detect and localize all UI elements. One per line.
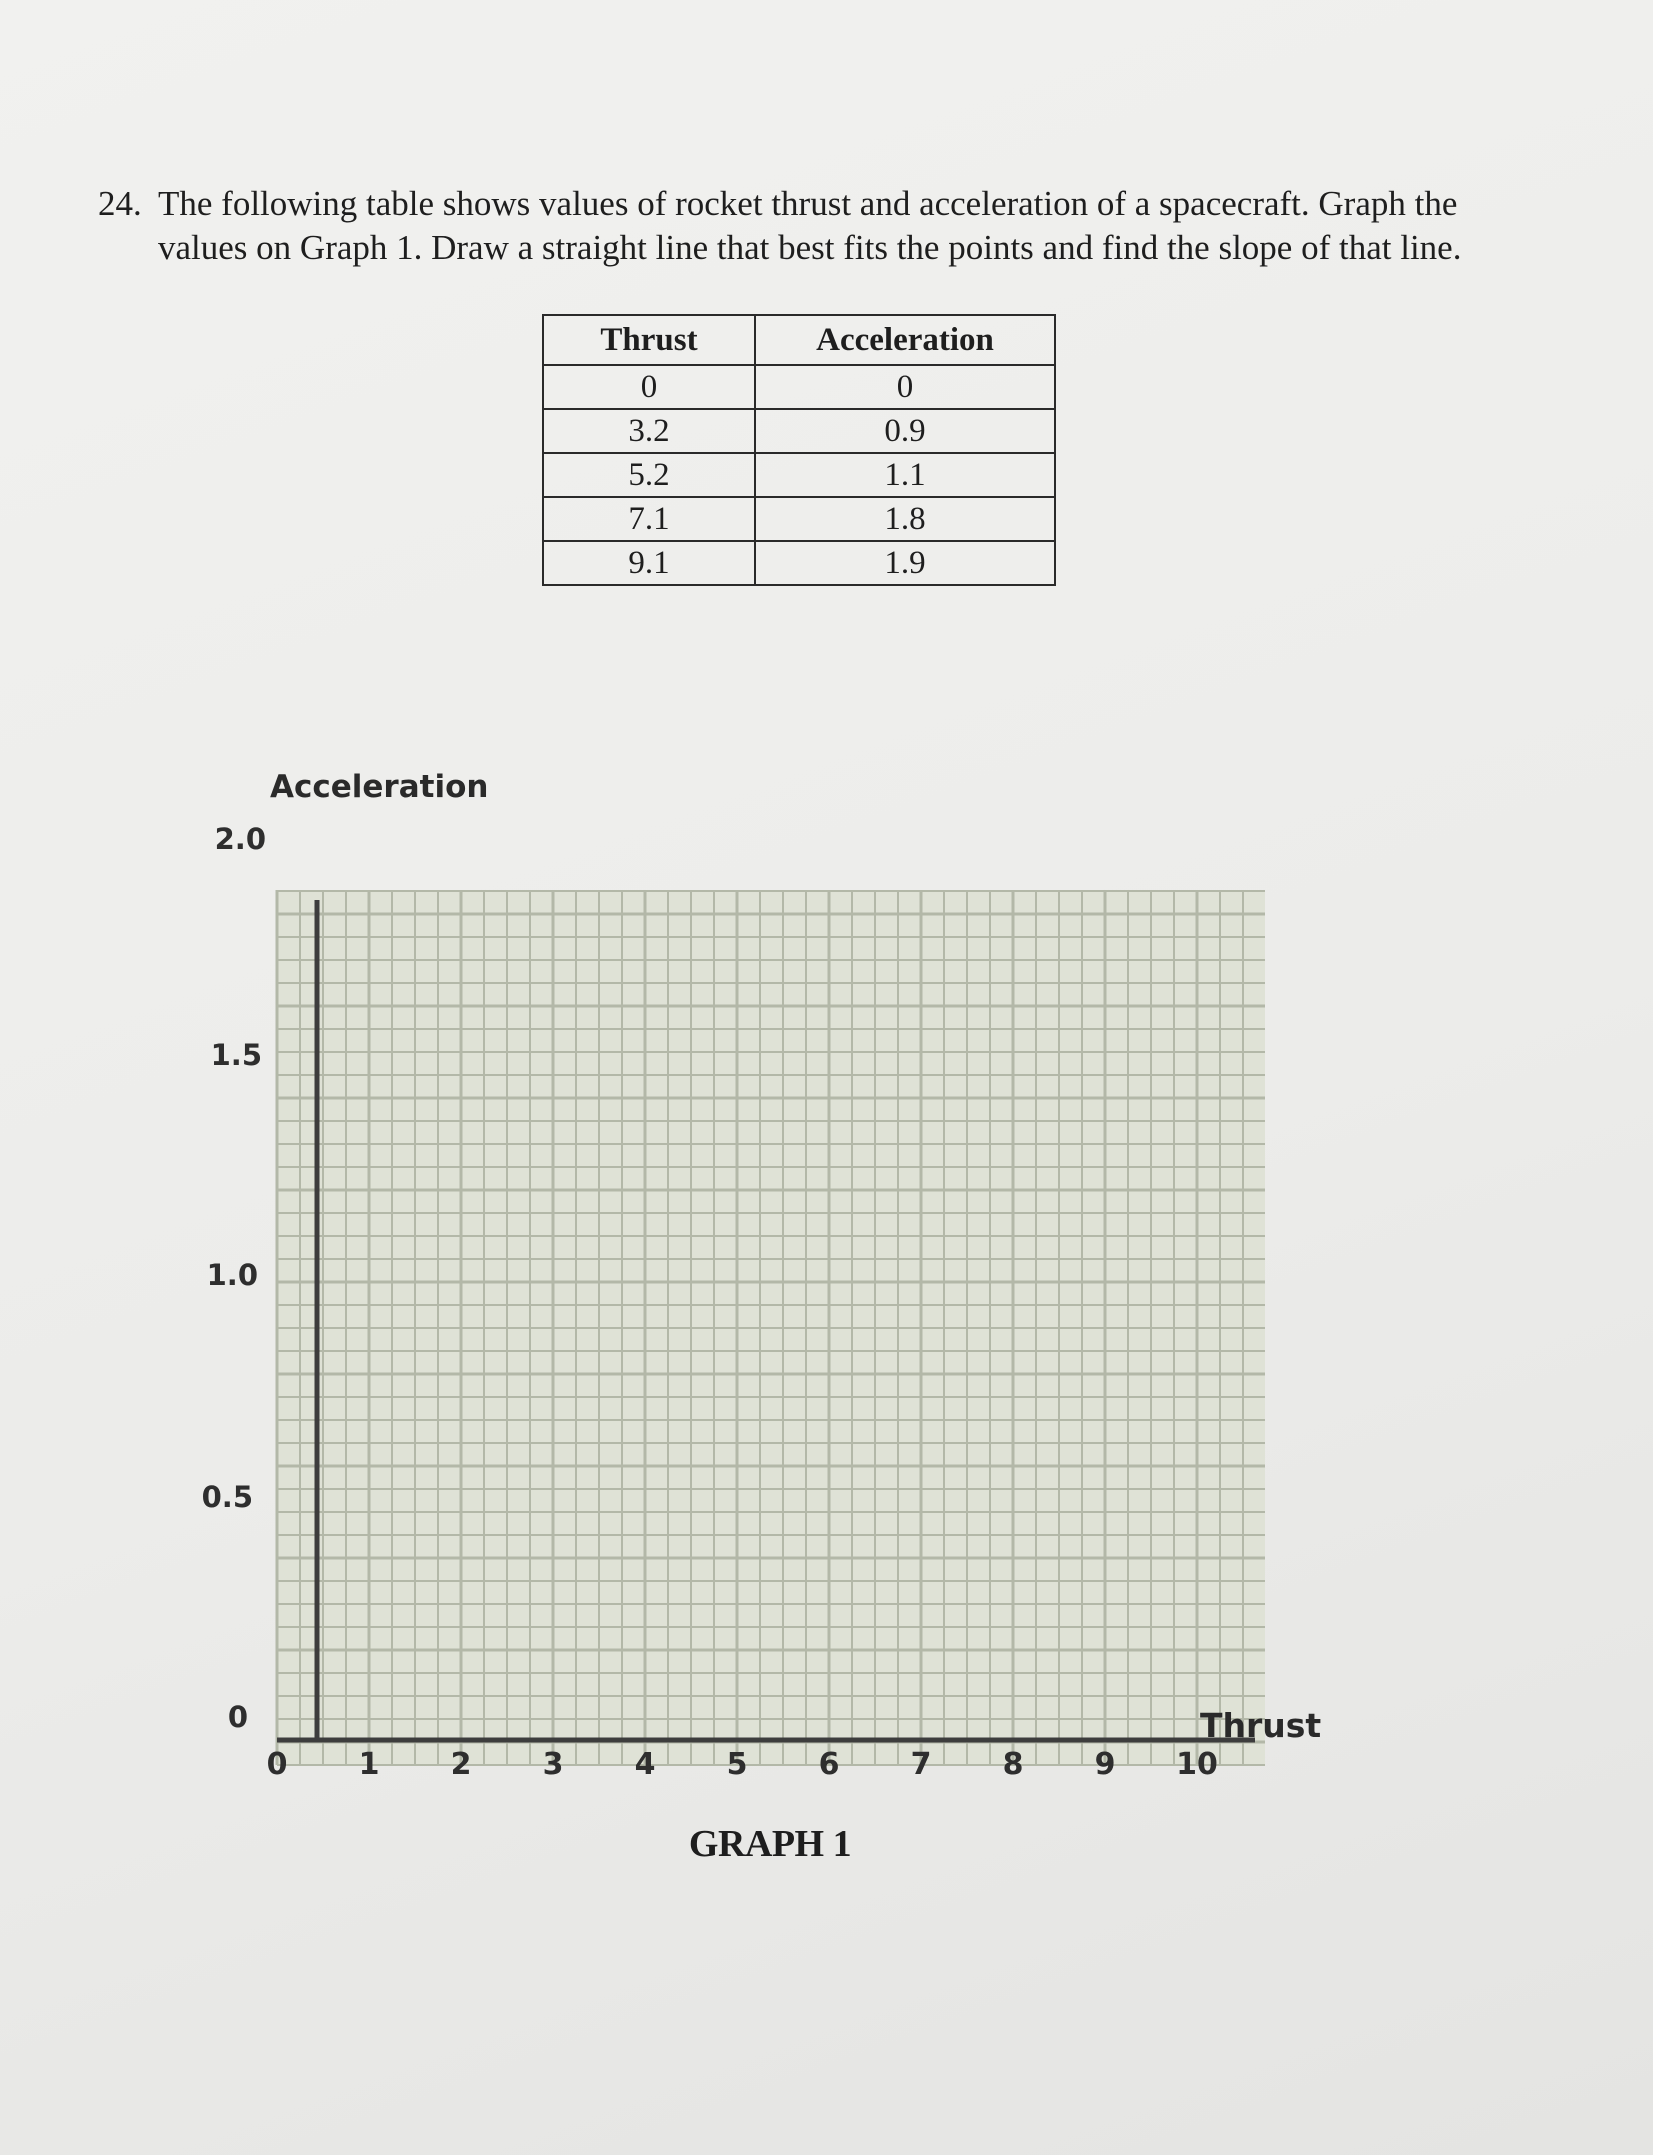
question-number: 24. [98, 184, 142, 223]
header-thrust: Thrust [543, 315, 755, 365]
question-line-2: values on Graph 1. Draw a straight line that best fits the points and find the slope of that line. [158, 228, 1462, 267]
x-tick-label: 8 [1002, 1747, 1024, 1782]
x-tick-label: 1 [358, 1747, 380, 1782]
cell-acceleration: 1.8 [755, 497, 1055, 541]
x-tick-label: 0 [266, 1747, 288, 1782]
cell-thrust: 9.1 [543, 541, 755, 585]
x-tick-label: 10 [1176, 1747, 1218, 1782]
x-tick-label: 4 [634, 1747, 656, 1782]
cell-thrust: 5.2 [543, 453, 755, 497]
cell-acceleration: 0.9 [755, 409, 1055, 453]
cell-thrust: 3.2 [543, 409, 755, 453]
y-tick-labels [202, 822, 266, 1734]
cell-acceleration: 0 [755, 365, 1055, 409]
cell-thrust: 7.1 [543, 497, 755, 541]
x-axis-label: Thrust [1200, 1706, 1322, 1745]
y-tick-label: 1.5 [210, 1038, 262, 1072]
cell-acceleration: 1.1 [755, 453, 1055, 497]
y-axis-label: Acceleration [270, 769, 489, 805]
x-tick-label: 5 [726, 1747, 748, 1782]
cell-thrust: 0 [543, 365, 755, 409]
graph-title: GRAPH 1 [688, 1823, 852, 1865]
x-tick-label: 2 [450, 1747, 472, 1782]
question-line-1: The following table shows values of rocket thrust and acceleration of a spacecraft. Graph the [158, 184, 1458, 223]
x-tick-label: 3 [542, 1747, 564, 1782]
y-tick-label: 2.0 [214, 822, 266, 856]
header-acceleration: Acceleration [755, 315, 1055, 365]
y-tick-label: 0.5 [201, 1480, 253, 1514]
x-tick-label: 9 [1094, 1747, 1116, 1782]
cell-acceleration: 1.9 [755, 541, 1055, 585]
x-tick-label: 7 [910, 1747, 932, 1782]
y-tick-label: 0 [227, 1700, 248, 1734]
y-tick-label: 1.0 [206, 1258, 258, 1292]
x-tick-label: 6 [818, 1747, 840, 1782]
